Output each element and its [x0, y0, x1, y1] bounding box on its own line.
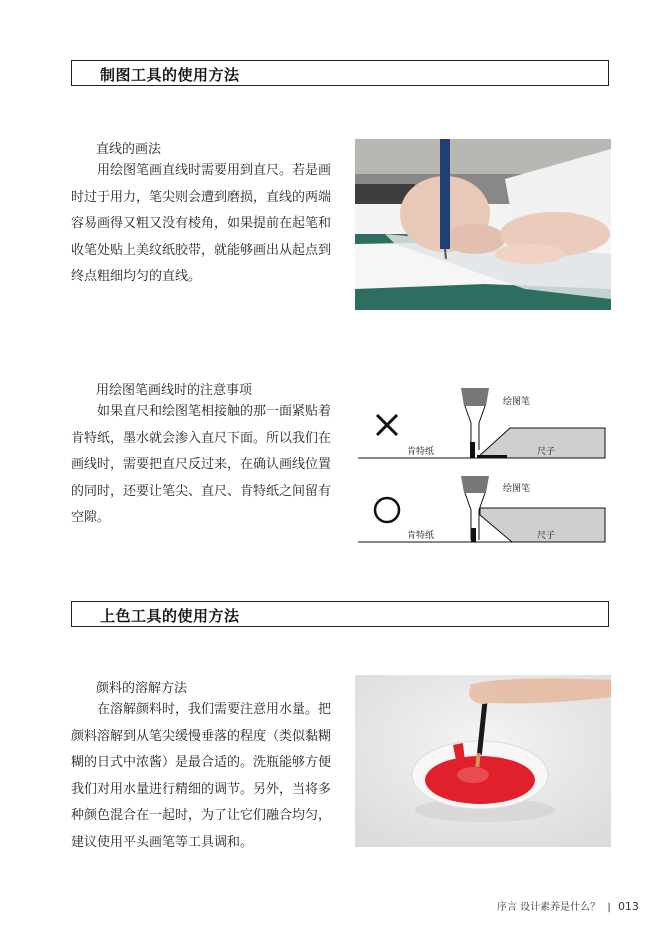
svg-text:尺子: 尺子: [537, 531, 556, 541]
svg-text:绘图笔: 绘图笔: [503, 397, 531, 407]
diagram-correct-case: [358, 476, 605, 542]
page-footer: [497, 898, 639, 913]
paragraph-dissolving-paint: 在溶解颜料时，我们需要注意用水量。把颜料溶解到从笔尖缓慢垂落的程度（类似黏糊糊的日式中浓酱）是最合适的。洗瓶能够方便我们对用水量进行精细的调节。另外，当将多种颜色混合在一起时，为了让它们融合均匀，建议使用平头画笔等工具调和。: [71, 702, 332, 850]
diagram-wrong-case: [358, 388, 605, 458]
paragraph-pen-precautions: 如果直尺和绘图笔相接触的那一面紧贴着肯特纸，墨水就会渗入直尺下面。所以我们在画线时，需要把直尺反过来，在确认画线位置的同时，还要让笔尖、直尺、肯特纸之间留有空隙。: [71, 404, 332, 525]
subhead-straight-line: 直线的画法: [96, 142, 162, 157]
diagram-ruler-technique: [355, 380, 615, 550]
svg-text:肯特纸: 肯特纸: [407, 531, 435, 541]
page-number: 013: [617, 900, 639, 913]
section-title: 上色工具的使用方法: [100, 607, 240, 625]
section-header-coloring-tools: [71, 601, 609, 627]
subhead-pen-precautions: 用绘图笔画线时的注意事项: [96, 383, 253, 398]
svg-text:绘图笔: 绘图笔: [503, 484, 531, 494]
section-header-drawing-tools: [71, 60, 609, 86]
paragraph-straight-line: 用绘图笔画直线时需要用到直尺。若是画时过于用力，笔尖则会遭到磨损，直线的两端容易画得又粗又没有棱角，如果提前在起笔和收笔处贴上美纹纸胶带，就能够画出从起点到终点粗细均匀的直线。: [71, 163, 332, 284]
svg-text:肯特纸: 肯特纸: [407, 447, 435, 457]
section-title: 制图工具的使用方法: [100, 66, 240, 84]
photo-brush-mixing-paint: [355, 675, 611, 847]
photo-hand-drawing-line: [355, 139, 611, 310]
footer-separator: |: [607, 902, 611, 913]
svg-text:尺子: 尺子: [537, 447, 556, 457]
subhead-dissolving-paint: 颜料的溶解方法: [96, 681, 188, 696]
footer-chapter: 序言 设计素养是什么？: [497, 902, 601, 913]
